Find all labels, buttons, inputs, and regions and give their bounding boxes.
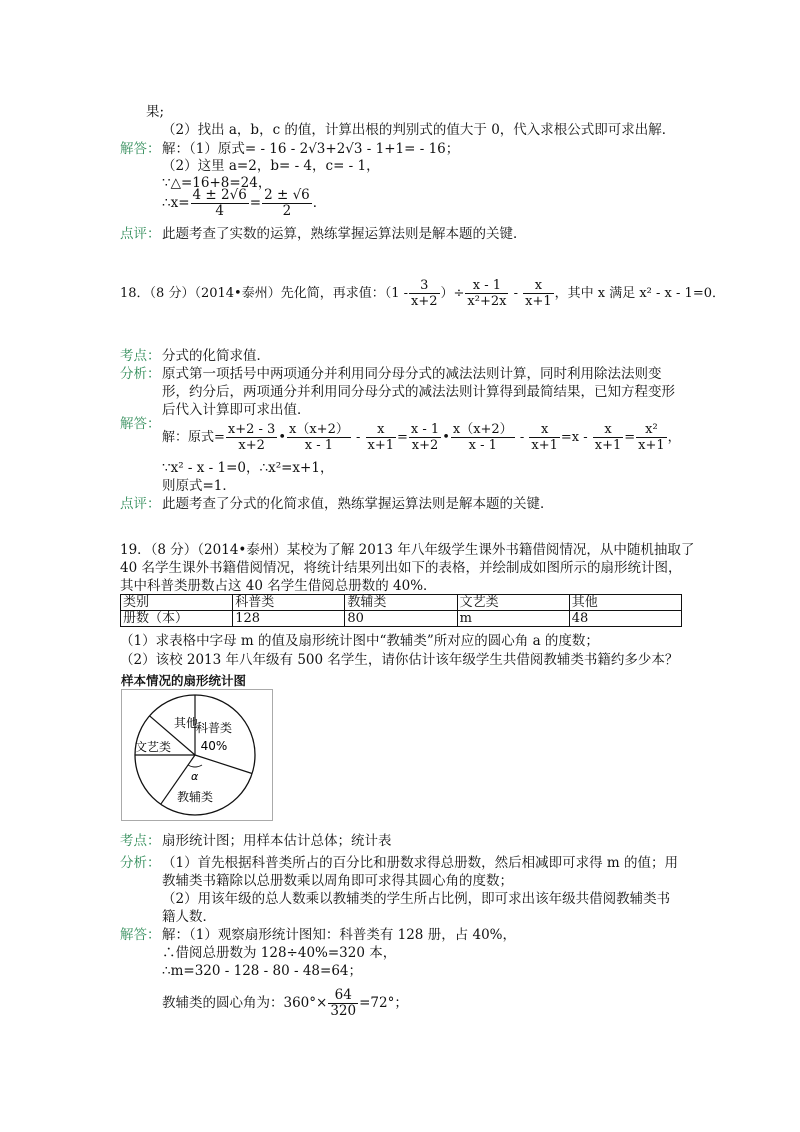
slice-label-kepu: 科普类 [195, 721, 233, 735]
slice-label-jiaofu: 教辅类 [176, 790, 214, 804]
stats-table [120, 594, 682, 627]
fraction: $\frac{x}{x+1}$ [531, 422, 558, 453]
q19-sub-1: （1）求表格中字母 m 的值及扇形统计图中“教辅类”所对应的圆心角 a 的度数； [120, 633, 599, 649]
prev-line-top: 果; [146, 104, 165, 120]
pie-divider [195, 755, 252, 774]
table-cell: 其他 [569, 595, 681, 611]
prev-comment-label: 点评： [120, 226, 161, 242]
fraction: $\frac{x(x+2)}{x - 1}$ [289, 422, 349, 453]
q18-point: 分式的化简求值． [162, 348, 270, 364]
table-cell: 教辅类 [345, 595, 457, 611]
angle-arc [188, 765, 202, 767]
q19-point-label: 考点： [120, 833, 161, 849]
table-cell: 48 [569, 611, 681, 627]
slice-angle-alpha: α [191, 770, 199, 783]
q18-comment: 此题考查了分式的化简求值，熟练掌握运算法则是解本题的关键． [162, 496, 554, 512]
q18-answer-3: 则原式=1． [162, 478, 236, 494]
table-header-row [121, 595, 682, 611]
q19-answer-label: 解答： [120, 927, 161, 943]
table-cell: 80 [345, 611, 457, 627]
table-cell: 类别 [121, 595, 233, 611]
pie-chart-svg [122, 690, 272, 820]
prev-answer-1: 解：（1）原式= - 16 - 2√3+2√3 - 1+1= - 16； [162, 141, 460, 157]
q18-comment-label: 点评： [120, 496, 161, 512]
fraction: $\frac{x}{x+1}$ [367, 422, 395, 453]
table-cell: m [457, 611, 569, 627]
fraction: $\frac{4 \pm 2√6}{4}$ [192, 187, 247, 219]
fraction: $\frac{3}{x+2}$ [411, 278, 438, 309]
prev-comment: 此题考查了实数的运算，熟练掌握运算法则是解本题的关键． [162, 226, 527, 242]
fraction: $\frac{\text{x²}}{x+1}$ [638, 422, 665, 453]
table-cell: 文艺类 [457, 595, 569, 611]
q19-stem-3: 其中科普类册数占这 40 名学生借阅总册数的 40%． [120, 578, 437, 594]
q18-answer-1: 解：原式= $\frac{x+2 - 3}{x+2}$ • $\frac{x(x+2)}{x - 1}$ - $\frac{x}{x+1}$ = $\frac{x - 1}{x+2}$ • $\frac{x(x+2)}{x - 1}$ - $\frac{x}{x+1}$ =x - $\frac{x}{x+1}$ = $\frac{\text{x²}}{x+1}$ ， [162, 422, 681, 453]
table-cell: 128 [233, 611, 345, 627]
q19-analysis-label: 分析： [120, 855, 161, 871]
q19-stem-2: 40 名学生课外书籍借阅情况，将统计结果列出如下的表格，并绘制成如图所示的扇形统计图， [120, 560, 682, 576]
q19-analysis-4: 籍人数． [162, 909, 216, 925]
prev-answer-2: （2）这里 a=2，b= - 4，c= - 1， [162, 158, 380, 174]
prev-step2: （2）找出 a，b，c 的值，计算出根的判别式的值大于 0，代入求根公式即可求出解． [162, 122, 676, 138]
q19-answer-4: 教辅类的圆心角为：360°× $\frac{64}{320}$ =72°； [162, 987, 408, 1019]
chart-title: 样本情况的扇形统计图 [121, 673, 247, 688]
prev-answer-4: ∴x= $\frac{4 \pm 2√6}{4}$ = $\frac{2 \pm √6}{2}$ ． [162, 187, 327, 219]
q19-stem-1: 19．（8 分）（2014•泰州）某校为了解 2013 年八年级学生课外书籍借阅情况，从中随机抽取了 [120, 542, 695, 558]
table-cell: 科普类 [233, 595, 345, 611]
fraction: $\frac{x - 1}{\text{x²+2x}}$ [467, 278, 507, 309]
q18-point-label: 考点： [120, 348, 161, 364]
q19-answer-3: ∴m=320 - 128 - 80 - 48=64； [162, 963, 363, 979]
prev-answer-label: 解答： [120, 141, 161, 157]
fraction: $\frac{x(x+2)}{x - 1}$ [452, 422, 513, 453]
slice-value-kepu: 40% [200, 739, 228, 753]
q18-answer-label: 解答： [120, 416, 161, 432]
fraction: $\frac{x+2 - 3}{x+2}$ [227, 422, 276, 453]
q19-analysis-2: 教辅类书籍除以总册数乘以周角即可求得其圆心角的度数； [162, 873, 513, 889]
slice-label-wenyi: 文艺类 [134, 740, 172, 754]
fraction: $\frac{2 \pm √6}{2}$ [264, 187, 310, 219]
q18-analysis-3: 后代入计算即可求出值． [162, 402, 311, 418]
q19-analysis-3: （2）用该年级的总人数乘以教辅类的学生所占比例，即可求出该年级共借阅教辅类书 [162, 891, 671, 907]
pie-chart [121, 689, 273, 821]
q19-point: 扇形统计图；用样本估计总体；统计表 [162, 833, 392, 849]
fraction: $\frac{x}{x+1}$ [525, 278, 552, 309]
table-row [121, 611, 682, 627]
slice-label-qita: 其他 [173, 716, 199, 730]
q18-analysis-label: 分析： [120, 366, 161, 382]
fraction: $\frac{x - 1}{x+2}$ [410, 422, 440, 453]
q19-answer-1: 解：（1）观察扇形统计图知：科普类有 128 册，占 40%， [162, 927, 516, 943]
q18-analysis-1: 原式第一项括号中两项通分并利用同分母分式的减法法则计算，同时利用除法法则变 [162, 366, 662, 382]
q18-analysis-2: 形，约分后，两项通分并利用同分母分式的减法法则计算得到最简结果，已知方程变形 [162, 384, 675, 400]
fraction: $\frac{x}{x+1}$ [594, 422, 622, 453]
prev-answer-3: ∵△=16+8=24， [162, 175, 272, 191]
table-cell: 册数（本） [121, 611, 233, 627]
q19-analysis-1: （1）首先根据科普类所占的百分比和册数求得总册数，然后相减即可求得 m 的值；用 [162, 855, 678, 871]
q19-answer-2: ∴借阅总册数为 128÷40%=320 本， [162, 945, 397, 961]
q18-stem: 18．（8 分）（2014•泰州）先化简，再求值：（1 - $\frac{3}{x+2}$ ）÷ $\frac{x - 1}{\text{x²+2x}}$ - $\frac{x}{x+1}$ ，其中 x 满足 x² - x - 1=0． [120, 278, 725, 309]
q18-answer-2: ∵x² - x - 1=0，∴x²=x+1， [162, 460, 334, 476]
fraction: $\frac{64}{320}$ [330, 987, 357, 1019]
q19-sub-2: （2）该校 2013 年八年级有 500 名学生，请你估计该年级学生共借阅教辅类书籍约多少本？ [120, 652, 679, 668]
